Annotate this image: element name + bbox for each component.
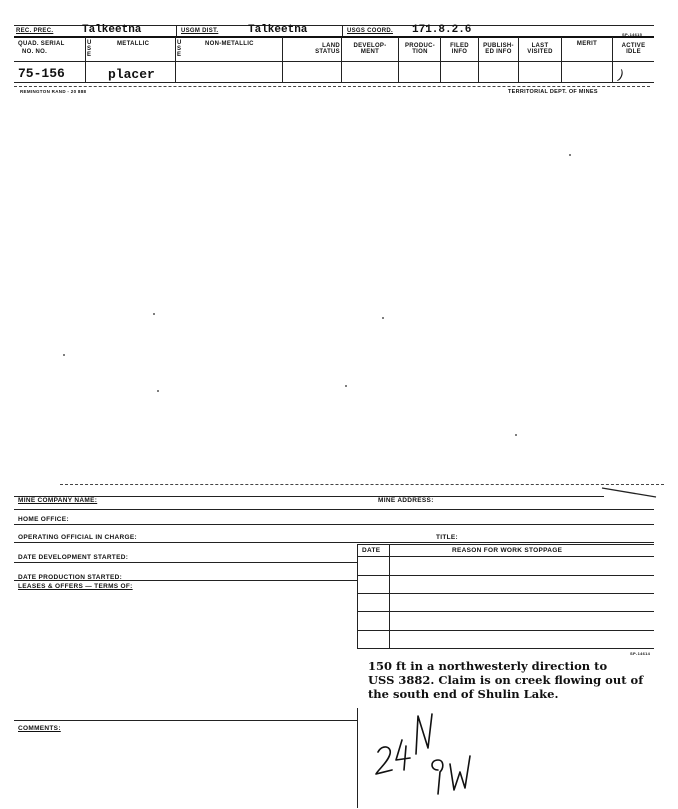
rule: [14, 562, 357, 563]
serial-number: 75-156: [18, 66, 65, 81]
form-number: SP-14615: [622, 32, 643, 37]
footer-left: REMINGTON RAND - 20 888: [20, 89, 87, 94]
mine-company-name-label: MINE COMPANY NAME:: [18, 497, 98, 504]
speck: [157, 390, 159, 392]
usgm-dist-value: Talkeetna: [248, 24, 308, 36]
grid-line: [282, 37, 283, 82]
use-header-nonmetallic: U S E: [177, 40, 182, 58]
rule: [14, 580, 357, 581]
active-idle-header: ACTIVE IDLE: [621, 43, 646, 55]
header-rule: [14, 36, 654, 38]
stoppage-rule: [357, 556, 654, 557]
rule: [14, 542, 654, 543]
speck: [153, 313, 155, 315]
speck: [345, 385, 347, 387]
comments-separator: [357, 708, 358, 808]
quad-serial-header: QUAD. SERIAL: [18, 41, 65, 47]
usgm-dist-label: USGM DIST.: [181, 28, 219, 34]
rule: [14, 524, 654, 525]
back-form-number: SP-14614: [630, 651, 651, 656]
date-column-header: DATE: [362, 547, 381, 554]
tear-line: [14, 86, 650, 87]
non-metallic-header: NON-METALLIC: [205, 41, 254, 47]
grid-line: [398, 37, 399, 82]
rule: [14, 720, 357, 721]
speck: [569, 154, 571, 156]
date-production-label: DATE PRODUCTION STARTED:: [18, 574, 123, 581]
handwritten-township-range: [370, 712, 480, 804]
speck: [63, 354, 65, 356]
speck: [515, 434, 517, 436]
filed-info-header: FILED INFO: [450, 43, 469, 55]
stoppage-border: [357, 544, 358, 648]
stoppage-rule: [357, 593, 654, 594]
development-header: DEVELOP- MENT: [353, 43, 387, 55]
header-divider: [342, 25, 343, 36]
speck: [382, 317, 384, 319]
rec-prec-value: Talkeetna: [82, 24, 142, 36]
published-info-header: PUBLISH- ED INFO: [483, 43, 514, 55]
corner-mark: [600, 486, 660, 500]
last-visited-header: LAST VISITED: [527, 43, 553, 55]
production-header: PRODUC- TION: [404, 43, 436, 55]
stoppage-rule: [357, 648, 654, 649]
metallic-commodity: placer: [108, 67, 155, 82]
active-idle-mark: ): [616, 66, 626, 83]
stoppage-rule: [357, 630, 654, 631]
grid-line: [175, 37, 176, 82]
footer-right: TERRITORIAL DEPT. OF MINES: [508, 89, 598, 95]
location-note: 150 ft in a northwesterly direction to USS 3882. Claim is on creek flowing out of the south end of Shulin Lake.: [368, 659, 644, 701]
back-dashed-rule: [60, 484, 664, 485]
comments-label: COMMENTS:: [18, 725, 61, 732]
usgs-coord-value: 171.8.2.6: [412, 24, 472, 36]
record-bottom-rule: [14, 82, 654, 83]
use-header-metallic: U S E: [87, 40, 92, 58]
home-office-label: HOME OFFICE:: [18, 516, 69, 523]
date-development-label: DATE DEVELOPMENT STARTED:: [18, 554, 129, 561]
stoppage-rule: [357, 575, 654, 576]
grid-line: [341, 37, 342, 82]
mine-address-label: MINE ADDRESS:: [378, 497, 434, 504]
operating-official-label: OPERATING OFFICIAL IN CHARGE:: [18, 534, 137, 541]
column-header-rule: [14, 61, 654, 62]
land-status-header: LAND STATUS: [315, 43, 340, 55]
header-divider: [176, 25, 177, 36]
merit-header: MERIT: [576, 41, 598, 47]
stoppage-border: [389, 544, 390, 648]
stoppage-rule: [357, 544, 654, 545]
leases-label: LEASES & OFFERS — TERMS OF:: [18, 583, 133, 590]
stoppage-rule: [357, 611, 654, 612]
grid-line: [85, 37, 86, 82]
reason-column-header: REASON FOR WORK STOPPAGE: [452, 547, 563, 554]
rule: [14, 509, 654, 510]
back-top-rule: [14, 496, 604, 497]
title-label: TITLE:: [436, 534, 459, 541]
rec-prec-label: REC. PREC.: [16, 28, 54, 34]
usgs-coord-label: USGS COORD.: [347, 28, 393, 34]
quad-serial-header-2: NO. NO.: [22, 49, 48, 55]
metallic-header: METALLIC: [117, 41, 150, 47]
